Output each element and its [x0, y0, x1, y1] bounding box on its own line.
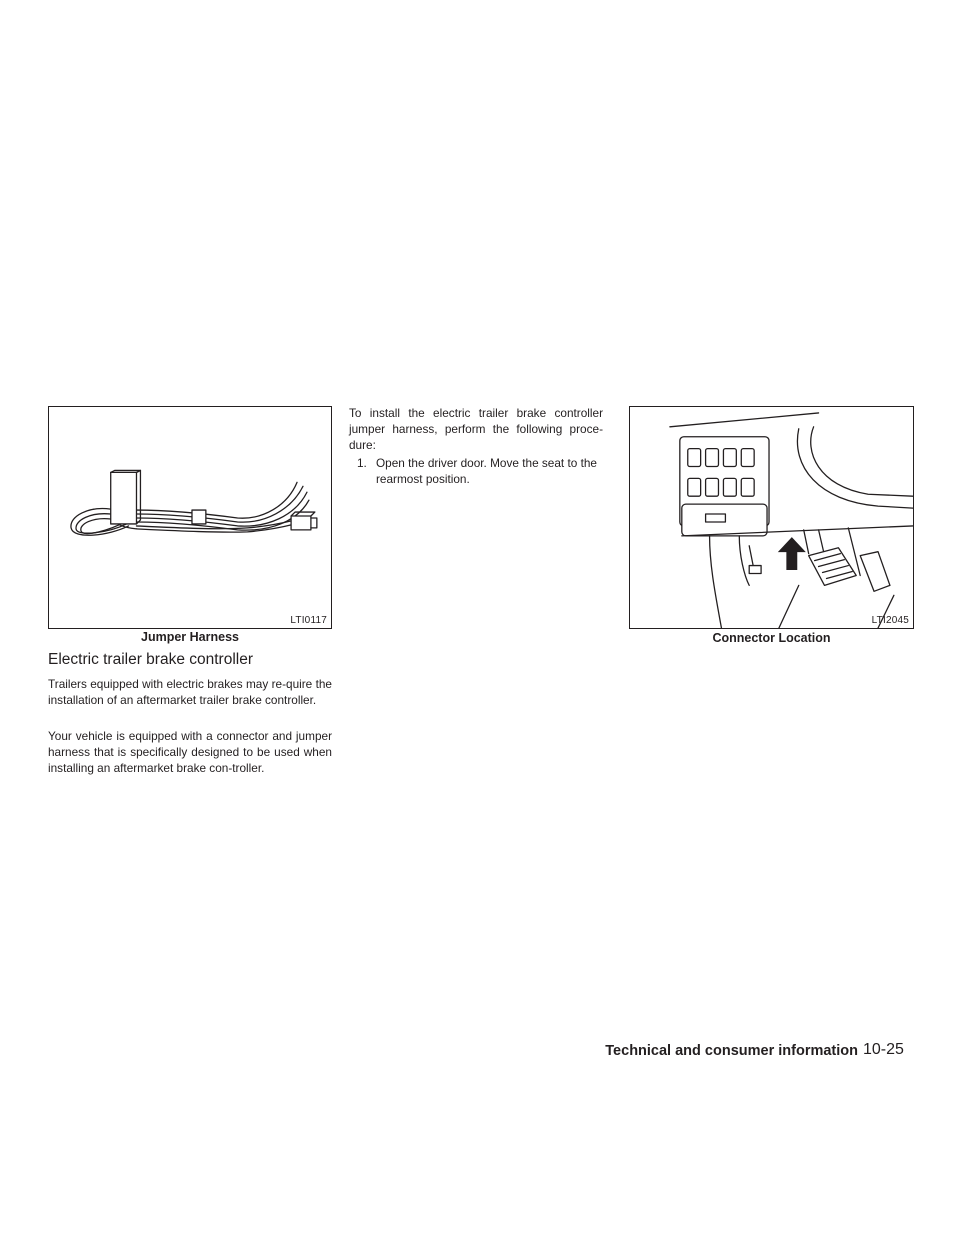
connector-location-illustration: [630, 407, 913, 628]
page-number: 10-25: [863, 1041, 904, 1058]
step-number: 1.: [357, 456, 367, 470]
connector-location-figure: [629, 406, 914, 629]
step-text: Open the driver door. Move the seat to the rearmost position.: [376, 456, 597, 486]
section-heading: Electric trailer brake controller: [48, 651, 254, 668]
procedure-step: [357, 456, 611, 490]
arrow-up-icon: [779, 538, 805, 570]
jumper-harness-illustration: [49, 407, 331, 628]
footer-section-title: Technical and consumer information: [605, 1043, 858, 1059]
figure-caption: Connector Location: [712, 631, 831, 645]
jumper-harness-figure: [48, 406, 332, 629]
figure-code: LTI0117: [290, 615, 327, 626]
figure-code: LTI2045: [871, 615, 909, 626]
procedure-intro: To install the electric trailer brake controller jumper harness, perform the following proce-dure:: [349, 406, 603, 452]
body-paragraph: Trailers equipped with electric brakes may re-quire the installation of an aftermarket trailer brake controller.: [48, 677, 332, 707]
figure-caption: Jumper Harness: [141, 630, 239, 644]
body-paragraph: Your vehicle is equipped with a connector and jumper harness that is specifically designed to be used when installing an aftermarket brake con-troller.: [48, 729, 332, 775]
